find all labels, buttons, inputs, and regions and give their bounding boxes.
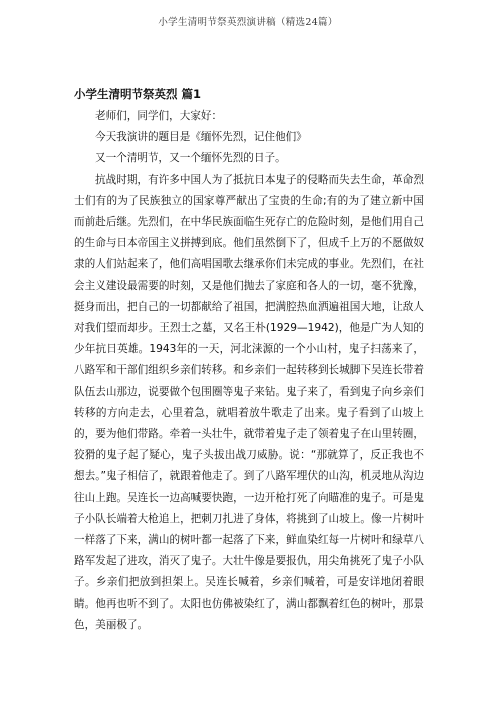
- article-body: [74, 84, 424, 636]
- document-header: 小学生清明节祭英烈演讲稿（精选24篇）: [158, 17, 338, 28]
- article-heading: 小学生清明节祭英烈 篇1: [74, 87, 202, 101]
- paragraph-greeting: 老师们，同学们，大家好：: [95, 110, 223, 122]
- paragraph-main: 抗战时期，有许多中国人为了抵抗日本鬼子的侵略而失去生命，革命烈士们有的为了民族独立的国家尊严献出了宝贵的生命;有的为了建立新中国而前赴后继。先烈们，在中华民族面临生死存亡的危险时刻，是他们用自己的生命与日本帝国主义拼搏到底。他们虽然倒下了，但成千上万的不愿做奴隶的人们站起来了，他们高唱国歌去继承你们未完成的事业。先烈们，在社会主义建设最需要的时刻，又是他们抛去了家庭和各人的一切，毫不犹豫，挺身而出，把自己的一切都献给了祖国，把满腔热血洒遍祖国大地，让敌人对我们望而却步。王烈士之墓，又名王朴(1929—1942)，他是广为人知的少年抗日英雄。1943年的一天，河北涞源的一个小山村，鬼子扫荡来了，八路军和干部们组织乡亲们转移。和乡亲们一起转移到长城脚下吴连长带着队伍去山那边，说要做个包围圈等鬼子来钻。鬼子来了，看到鬼子向乡亲们转移的方向走去，心里着急，就唱着放牛歌走了出来。鬼子看到了山坡上的，要为他们带路。牵着一头壮牛，就带着鬼子走了领着鬼子在山里转圈，狡猾的鬼子起了疑心，鬼子头拔出战刀威胁。说：“那就算了，反正我也不想去。”鬼子相信了，就跟着他走了。到了八路军埋伏的山沟，机灵地从沟边往山上跑。吴连长一边高喊要快跑，一边开枪打死了向瞄准的鬼子。可是鬼子小队长端着大枪追上，把刺刀扎进了身体，将挑到了山坡上。像一片树叶一样落了下来，满山的树叶都一起落了下来，鲜血染红每一片树叶和绿草八路军发起了进攻，消灭了鬼子。大壮牛像是要报仇，用尖角挑死了鬼子小队子。乡亲们把放到担架上。吴连长喊着，乡亲们喊着，可是安详地闭着眼睛。他再也听不到了。太阳也仿佛被染红了，满山都飘着红色的树叶，那景色，美丽极了。: [74, 173, 424, 631]
- paragraph-intro: 又一个清明节，又一个缅怀先烈的日子。: [95, 152, 286, 165]
- paragraph-topic: 今天我演讲的题目是《缅怀先烈，记住他们》: [95, 131, 307, 144]
